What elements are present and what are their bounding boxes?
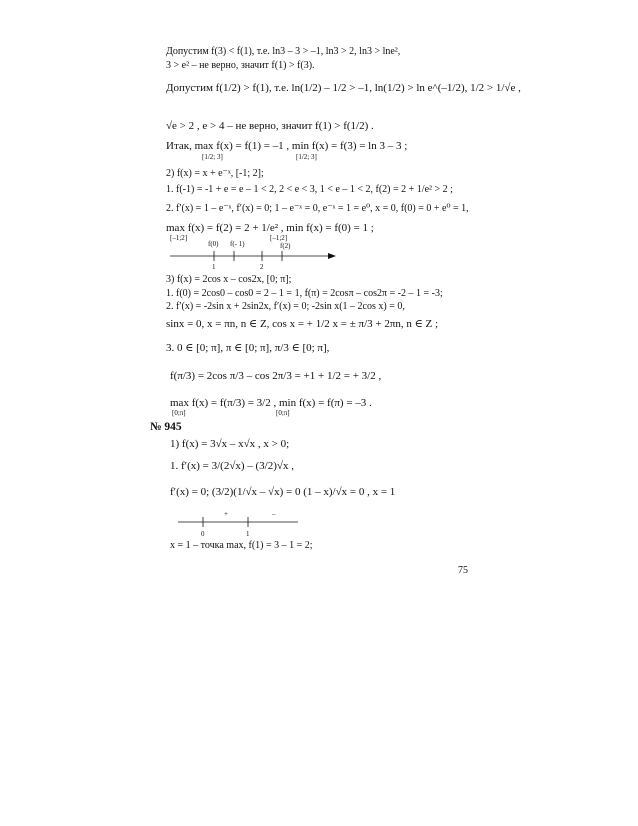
text-line-13: sinx = 0, x = πn, n ∈ Z, cos x = + 1/2 x = ± π/3 + 2πn, n ∈ Z ; xyxy=(166,318,439,330)
text-line-9: max f(x) = f(2) = 2 + 1/e² , min f(x) = f(0) = 1 ; xyxy=(166,222,374,234)
text-line-17: 1) f(x) = 3√x – x√x , x > 0; xyxy=(170,438,290,450)
numline2-tick-1: 1 xyxy=(246,530,250,538)
text-line-4: √e > 2 , e > 4 – не верно, значит f(1) > f(1/2) . xyxy=(166,120,374,132)
subscript-interval-0-pi: [0;π] xyxy=(172,409,186,417)
text-line-18: 1. f′(x) = 3/(2√x) – (3/2)√x , xyxy=(170,460,294,472)
text-line-1: Допустим f(3) < f(1), т.е. ln3 – 3 > –1, ln3 > 2, ln3 > lne², xyxy=(166,46,401,57)
text-line-8: 2. f′(x) = 1 – e⁻ˣ, f′(x) = 0; 1 – e⁻ˣ = 0, e⁻ˣ = 1 = e⁰, x = 0, f(0) = 0 + e⁰ = 1, xyxy=(166,203,469,214)
text-line-3: Допустим f(1/2) > f(1), т.е. ln(1/2) – 1/2 > –1, ln(1/2) > ln e^(–1/2), 1/2 > 1/√e , xyxy=(166,82,521,94)
page-number: 75 xyxy=(458,565,468,576)
text-line-20: x = 1 – точка max, f(1) = 3 – 1 = 2; xyxy=(170,540,313,551)
text-line-11: 1. f(0) = 2cos0 – cos0 = 2 – 1 = 1, f(π) = 2cosπ – cos2π = -2 – 1 = -3; xyxy=(166,288,443,299)
subscript-interval-m1-2-min: [–1;2] xyxy=(270,234,288,242)
problem-number: № 945 xyxy=(150,421,182,433)
numline1-tick-1: 1 xyxy=(212,263,216,271)
text-line-7: 1. f(-1) = -1 + e = e – 1 < 2, 2 < e < 3, 1 < e – 1 < 2, f(2) = 2 + 1/e² > 2 ; xyxy=(166,184,453,195)
subscript-interval-half-min: [1/2; 3] xyxy=(296,153,317,161)
text-line-5: Итак, max f(x) = f(1) = –1 , min f(x) = f(3) = ln 3 – 3 ; xyxy=(166,140,408,152)
text-line-14: 3. 0 ∈ [0; π], π ∈ [0; π], π/3 ∈ [0; π], xyxy=(166,342,330,354)
numline1-label-fm1: f(- 1) xyxy=(230,240,245,248)
text-line-16: max f(x) = f(π/3) = 3/2 , min f(x) = f(π) = –3 . xyxy=(170,397,372,409)
numline2-sign-minus: – xyxy=(272,510,276,518)
text-line-19: f′(x) = 0; (3/2)(1/√x – √x) = 0 (1 – x)/√x = 0 , x = 1 xyxy=(170,486,396,498)
text-line-12: 2. f′(x) = -2sin x + 2sin2x, f′(x) = 0; -2sin x(1 – 2cos x) = 0, xyxy=(166,301,405,312)
numline2-sign-plus: + xyxy=(224,510,228,518)
number-line-1 xyxy=(166,240,346,272)
text-line-15: f(π/3) = 2cos π/3 – cos 2π/3 = +1 + 1/2 = + 3/2 , xyxy=(170,370,382,382)
text-line-10: 3) f(x) = 2cos x – cos2x, [0; π]; xyxy=(166,274,292,285)
numline1-tick-2: 2 xyxy=(260,263,264,271)
numline2-tick-0: 0 xyxy=(201,530,205,538)
numline1-label-f2: f(2) xyxy=(280,242,291,250)
number-line-2 xyxy=(174,510,304,534)
text-line-6: 2) f(x) = x + e⁻ˣ, [-1; 2]; xyxy=(166,168,264,179)
subscript-interval-half: [1/2; 3] xyxy=(202,153,223,161)
numline1-label-f0: f(0) xyxy=(208,240,219,248)
subscript-interval-m1-2: [–1;2] xyxy=(170,234,188,242)
text-line-2: 3 > e² – не верно, значит f(1) > f(3). xyxy=(166,60,315,71)
subscript-interval-0-pi-min: [0;π] xyxy=(276,409,290,417)
